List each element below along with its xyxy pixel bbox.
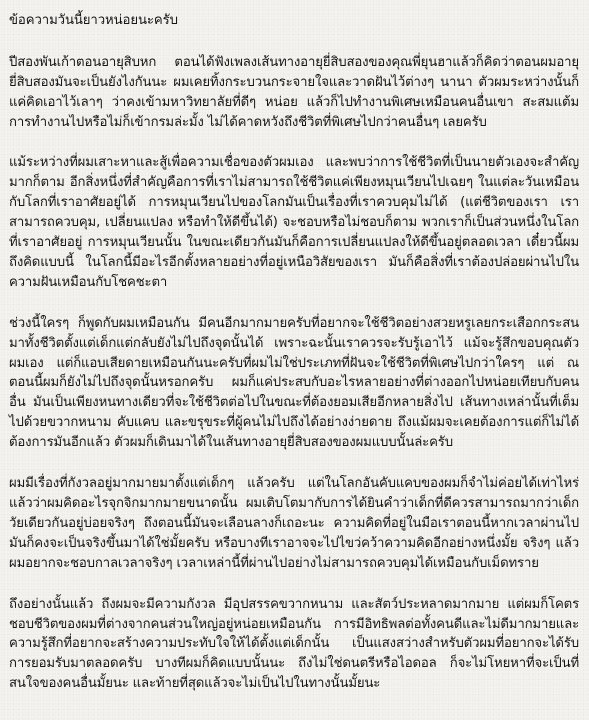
paragraph-1: ปีสองพันเก้าตอนอายุสิบหก ตอนได้ฟังเพลงเส้นทางอายุยี่สิบสองของคุณพี่ยุนฮาแล้วก็คิดว่าตอนผมอายุยี่สิบสองมันจะเป็นยังไงกันนะ ผมเคยทิ้งกระบวนกระจายใจและวาดฝันไว้ต่างๆ นานา ตัวผมระหว่างนั้นก็แค่คิดเอาไว้เลาๆ ว่าคงเข้ามหาวิทยาลัยที่ดีๆ หน่อย แล้วก็ไปทำงานพิเศษเหมือนคนอื่นเขา สะสมแต้มการทำงานไปหรือไม่ก็เข้ากรมล่ะมั้ง ไม่ได้คาดหวังถึงชีวิตที่พิเศษไปกว่าคนอื่นๆ เลยครับ xyxy=(9,54,579,130)
letter-title: ข้อความวันนี้ยาวหน่อยนะครับ xyxy=(9,13,178,28)
paragraph-2: แม้ระหว่างที่ผมเสาะหาและสู้เพื่อความเชื่อของตัวผมเอง และพบว่าการใช้ชีวิตที่เป็นนายตัวเองจะสำคัญมากก็ตาม อีกสิ่งหนึ่งที่สำคัญคือการที่เราไม่สามารถใช้ชีวิตแค่เพียงหมุนเวียนไปเฉยๆ ในแต่ละวันเหมือนกับโลกที่เราอาศัยอยู่ได้ การหมุนเวียนไปของโลกมันเป็นเรื่องที่เราควบคุมไม่ได้ (แต่ชีวิตของเรา เราสามารถควบคุม, เปลี่ยนแปลง หรือทำให้ดีขึ้นได้) จะชอบหรือไม่ชอบก็ตาม พวกเราก็เป็นส่วนหนึ่งในโลกที่เราอาศัยอยู่ การหมุนเวียนนั้น ในขณะเดียวกันมันก็คือการเปลี่ยนแปลงให้ดีขึ้นอยู่ตลอดเวลา เดี๋ยวนี้ผมถึงคิดแบบนี้ ในโลกนี้มีอะไรอีกตั้งหลายอย่างที่อยู่เหนือวิสัยของเรา มันก็คือสิ่งที่เราต้องปล่อยผ่านไปในความฝันเหมือนกับโชคชะตา xyxy=(9,155,579,290)
paragraph-4: ผมมีเรื่องที่กังวลอยู่มากมายมาตั้งแต่เด็กๆ แล้วครับ แต่ในโลกอันคับแคบของผมก็จำไม่ค่อยได้เท่าไหร่แล้วว่าผมคิดอะไรจุกจิกมากมายขนาดนั้น ผมเติบโตมากับการได้ยินคำว่าเด็กที่ดีควรสามารถมากว่าเด็กวัยเดียวกันอยู่บ่อยจริงๆ ถึงตอนนี้มันจะเลือนลางก็เถอะนะ ความคิดที่อยู่ในมือเราตอนนี้หากเวลาผ่านไปมันก็คงจะเป็นจริงขึ้นมาได้ใช่มั้ยครับ หรือบางทีเราอาจจะไปไขว่คว้าความคิดอีกอย่างหนึ่งมั้ย จริงๆ แล้วผมอยากจะชอบกาลเวลาจริงๆ เวลาเหล่านี้ที่ผ่านไปอย่างไม่สามารถควบคุมได้เหมือนกับเม็ดทราย xyxy=(9,476,579,571)
paragraph-5: ถึงอย่างนั้นแล้ว ถึงผมจะมีความกังวล มีอุปสรรคขวากหนาม และสัตว์ประหลาดมากมาย แต่ผมก็โคตรชอบชีวิตของผมที่ต่างจากคนส่วนใหญ่อยู่หน่อยเหมือนกัน การมีอิทธิพลต่อทั้งคนดีและไม่ดีมากมายและความรู้สึกที่อยากจะสร้างความประทับใจให้ได้ตั้งแต่เด็กนั้น เป็นแสงสว่างสำหรับตัวผมที่อยากจะได้รับการยอมรับมาตลอดครับ บางทีผมก็คิดแบบนั้นนะ ถึงไม่ใช่ดนตรีหรือไอดอล ก็จะไม่โหยหาที่จะเป็นที่สนใจของคนอื่นมั้ยนะ และท้ายที่สุดแล้วจะไม่เป็นไปในทางนั้นมั้ยนะ xyxy=(9,596,579,692)
paragraph-3: ช่วงนี้ใครๆ ก็พูดกับผมเหมือนกัน มีคนอีกมากมายครับที่อยากจะใช้ชีวิตอย่างสวยหรูเลยกระเสือกกระสนมาทั้งชีวิตตั้งแต่เด็กแต่กลับยังไม่ไปถึงจุดนั้นได้ เพราะฉะนั้นเราควรจะรับรู้เอาไว้ แม้จะรู้สึกขอบคุณตัวผมเอง แต่ก็แอบเสียดายเหมือนกันนะครับที่ผมไม่ใช่ประเภทที่ฝันจะใช้ชีวิตที่พิเศษไปกว่าใครๆ แต่ ณ ตอนนี้ผมก็ยังไม่ไปถึงจุดนั้นหรอกครับ ผมก็แค่ประสบกับอะไรหลายอย่างที่ต่างออกไปหน่อยเทียบกับคนอื่น มันเป็นเพียงหนทางเดียวที่จะใช้ชีวิตต่อไปในขณะที่ต้องยอมเสียอีกหลายสิ่งไป เส้นทางเหล่านั้นที่เต็มไปด้วยขวากหนาม คับแคบ และขรุขระที่ผู้คนไม่ไปถึงได้อย่างง่ายดาย ถึงแม้ผมจะเคยต้องการแต่ก็ไม่ได้ต้องการมันอีกแล้ว ตัวผมก็เดินมาได้ในเส้นทางอายุยี่สิบสองของผมแบบนั้นล่ะครับ xyxy=(9,315,579,451)
